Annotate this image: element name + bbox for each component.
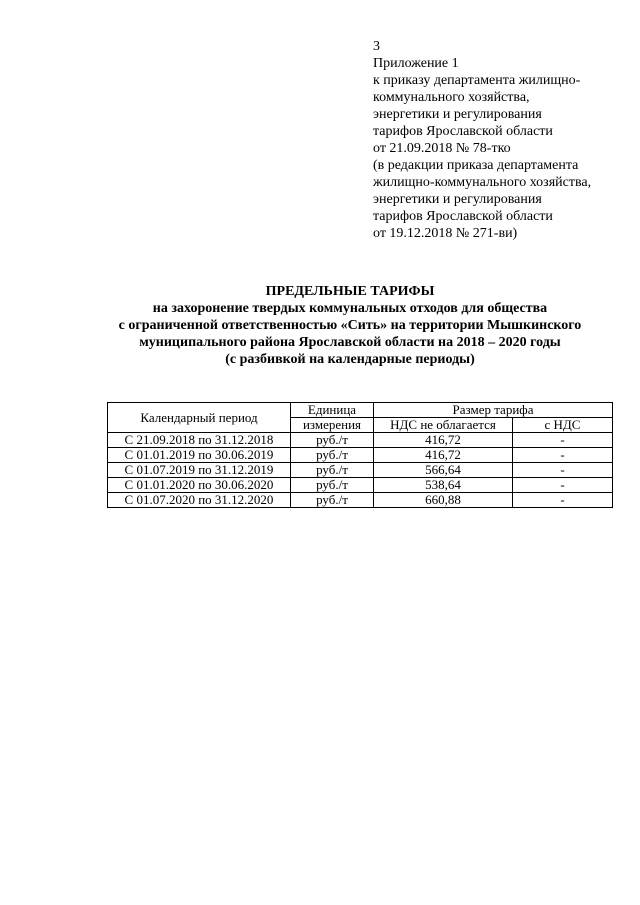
- cell-with-vat: -: [513, 493, 613, 508]
- cell-no-vat: 538,64: [374, 478, 513, 493]
- table-row: [108, 493, 613, 508]
- cell-period: С 01.01.2020 по 30.06.2020: [108, 478, 291, 493]
- cell-unit: руб./т: [291, 493, 374, 508]
- appendix-reference: [373, 55, 635, 242]
- appendix-line: коммунального хозяйства,: [373, 90, 530, 105]
- appendix-line: от 21.09.2018 № 78-тко: [373, 141, 511, 156]
- cell-period: С 21.09.2018 по 31.12.2018: [108, 433, 291, 448]
- cell-no-vat: 660,88: [374, 493, 513, 508]
- cell-unit: руб./т: [291, 463, 374, 478]
- title-line: муниципального района Ярославской области на 2018 – 2020 годы: [139, 335, 561, 350]
- appendix-line: энергетики и регулирования: [373, 107, 542, 122]
- cell-with-vat: -: [513, 448, 613, 463]
- cell-with-vat: -: [513, 478, 613, 493]
- table-row: [108, 463, 613, 478]
- cell-unit: руб./т: [291, 448, 374, 463]
- header-tariff-size: Размер тарифа: [374, 403, 613, 418]
- cell-no-vat: 566,64: [374, 463, 513, 478]
- header-unit: Единица: [291, 403, 374, 418]
- document-title: [60, 283, 640, 368]
- cell-no-vat: 416,72: [374, 448, 513, 463]
- appendix-line: (в редакции приказа департамента: [373, 158, 579, 173]
- appendix-line: от 19.12.2018 № 271-ви): [373, 226, 518, 241]
- cell-period: С 01.01.2019 по 30.06.2019: [108, 448, 291, 463]
- header-no-vat: НДС не облагается: [374, 418, 513, 433]
- cell-with-vat: -: [513, 433, 613, 448]
- cell-period: С 01.07.2020 по 31.12.2020: [108, 493, 291, 508]
- title-line: с ограниченной ответственностью «Сить» на территории Мышкинского: [118, 318, 582, 333]
- header-unit-line2: измерения: [291, 418, 374, 433]
- tariff-table: [107, 402, 613, 508]
- appendix-line: к приказу департамента жилищно-: [373, 73, 581, 88]
- appendix-line: тарифов Ярославской области: [373, 209, 553, 224]
- cell-period: С 01.07.2019 по 31.12.2019: [108, 463, 291, 478]
- header-with-vat: с НДС: [513, 418, 613, 433]
- appendix-line: жилищно-коммунального хозяйства,: [373, 175, 592, 190]
- cell-with-vat: -: [513, 463, 613, 478]
- title-line: (с разбивкой на календарные периоды): [225, 352, 475, 367]
- cell-unit: руб./т: [291, 478, 374, 493]
- appendix-line: энергетики и регулирования: [373, 192, 542, 207]
- header-period: Календарный период: [108, 403, 291, 433]
- table-row: [108, 478, 613, 493]
- page-number: 3: [373, 39, 380, 54]
- table-row: [108, 448, 613, 463]
- title-line: на захоронение твердых коммунальных отходов для общества: [152, 301, 548, 316]
- appendix-line: тарифов Ярославской области: [373, 124, 553, 139]
- table-row: [108, 433, 613, 448]
- appendix-line: Приложение 1: [373, 56, 459, 71]
- cell-no-vat: 416,72: [374, 433, 513, 448]
- cell-unit: руб./т: [291, 433, 374, 448]
- title-line: ПРЕДЕЛЬНЫЕ ТАРИФЫ: [265, 284, 435, 299]
- table-header-row: [108, 403, 613, 418]
